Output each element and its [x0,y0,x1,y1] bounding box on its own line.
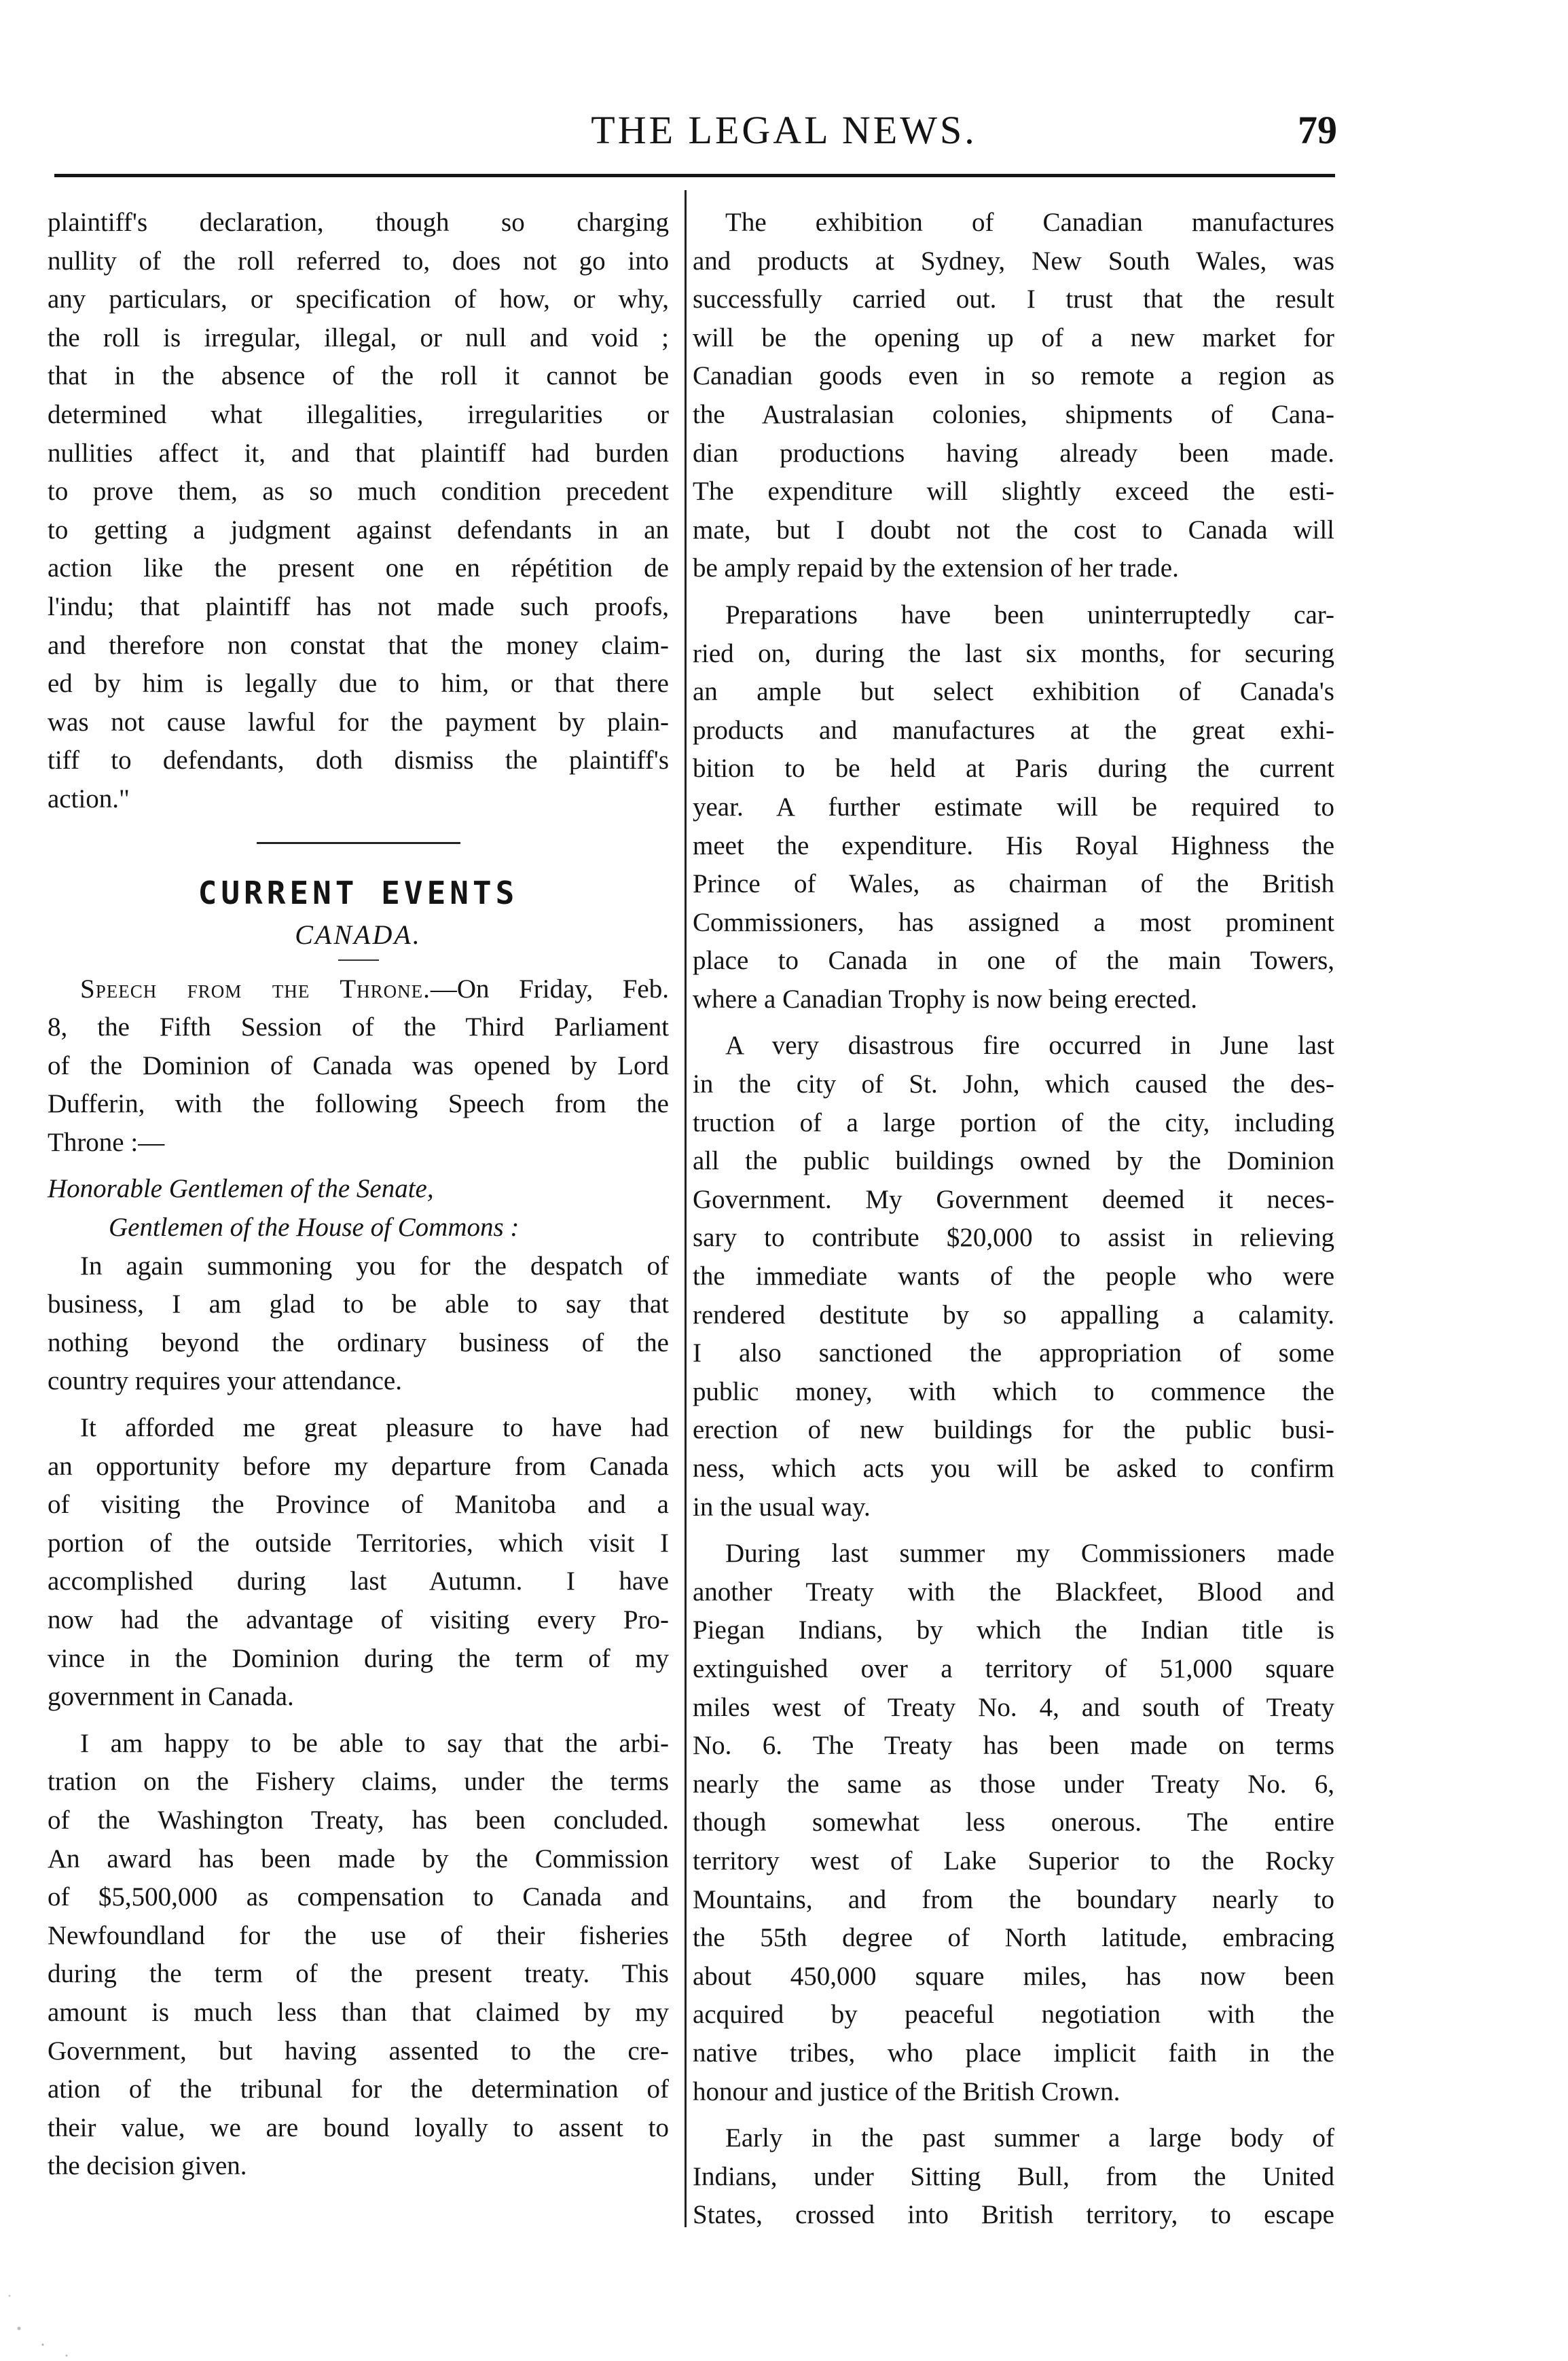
text-line: of the Washington Treaty, has been concluded. [48,1805,669,1835]
text-line: rendered destitute by so appalling a calamity. [693,1300,1334,1330]
text-line: Government. My Government deemed it neces- [693,1184,1334,1214]
continued-paragraph [48,204,669,819]
subsection-rule [338,959,379,961]
text-line: in the usual way. [693,1492,871,1522]
header-rule [54,174,1335,177]
paragraph [48,1725,669,2186]
text-line: will be the opening up of a new market for [693,323,1334,352]
text-line: Commissioners, has assigned a most prominent [693,907,1334,937]
paragraph [693,2119,1334,2235]
page-speckle [0,2252,95,2361]
text-line: sary to contribute $20,000 to assist in relieving [693,1223,1334,1253]
text-line: year. A further estimate will be required to [693,792,1334,822]
text-line: During last summer my Commissioners made [725,1539,1334,1569]
text-line: ried on, during the last six months, for securing [693,638,1334,668]
text-line: in the city of St. John, which caused the des- [693,1069,1334,1099]
text-line: native tribes, who place implicit faith in the [693,2038,1334,2068]
paragraph [693,1535,1334,2111]
text-line: Canadian goods even in so remote a region as [693,361,1334,391]
text-line: country requires your attendance. [48,1366,402,1396]
text-line: government in Canada. [48,1682,294,1712]
text-line: Prince of Wales, as chairman of the British [693,869,1334,899]
page-number: 79 [1298,108,1337,152]
text-line: public money, with which to commence the [693,1376,1334,1406]
text-line: extinguished over a territory of 51,000 square [693,1653,1334,1683]
text-line: and therefore non constat that the money claim- [48,630,669,660]
salutation-senate: Honorable Gentlemen of the Senate, [48,1174,434,1204]
text-line: any particulars, or specification of how, or why, [48,285,669,314]
text-line: an opportunity before my departure from Canada [48,1451,669,1481]
text-line: to getting a judgment against defendants in an [48,515,669,545]
text-line: the 55th degree of North latitude, embracing [693,1923,1334,1953]
text-line: of visiting the Province of Manitoba and a [48,1490,669,1520]
text-line: Piegan Indians, by which the Indian title is [693,1615,1334,1645]
paragraph [48,1247,669,1401]
paragraph [693,204,1334,588]
text-line: dian productions having already been made. [693,438,1334,468]
text-line: vince in the Dominion during the term of my [48,1643,669,1673]
salutation-commons: Gentlemen of the House of Commons : [109,1213,519,1243]
text-line: States, crossed into British territory, to escape [693,2200,1334,2230]
text-line: the Australasian colonies, shipments of Cana- [693,399,1334,429]
paragraph [693,1027,1334,1526]
text-line: mate, but I doubt not the cost to Canada will [693,515,1334,545]
subsection-title: CANADA. [295,919,422,950]
text-line: of $5,500,000 as compensation to Canada and [48,1882,669,1912]
text-line: accomplished during last Autumn. I have [48,1567,669,1596]
text-line: was not cause lawful for the payment by plain- [48,707,669,737]
text-line: nothing beyond the ordinary business of the [48,1328,669,1357]
text-line: ed by him is legally due to him, or that there [48,669,669,699]
text-line: territory west of Lake Superior to the Rocky [693,1846,1334,1875]
text-line: action like the present one en répétition de [48,553,669,583]
text-line: miles west of Treaty No. 4, and south of Treaty [693,1692,1334,1722]
text-line: though somewhat less onerous. The entire [693,1808,1334,1837]
text-line: A very disastrous fire occurred in June last [725,1031,1334,1061]
text-line: now had the advantage of visiting every Pro- [48,1605,669,1634]
text-line: successfully carried out. I trust that the result [693,285,1334,314]
text-line: amount is much less than that claimed by my [48,1997,669,2027]
speech-intro [48,970,669,1163]
text-line: all the public buildings owned by the Dominion [693,1146,1334,1176]
speech-intro-line: Throne :— [48,1127,165,1157]
text-line: Newfoundland for the use of their fisheries [48,1920,669,1950]
text-line: the immediate wants of the people who were [693,1262,1334,1292]
text-line: action." [48,784,130,813]
text-line: portion of the outside Territories, which visit I [48,1528,669,1558]
text-line: No. 6. The Treaty has been made on terms [693,1731,1334,1761]
text-line: their value, we are bound loyally to assent to [48,2112,669,2142]
text-line: acquired by peaceful negotiation with the [693,2000,1334,2030]
text-line: and products at Sydney, New South Wales, was [693,246,1334,276]
left-column [48,204,669,2186]
text-line: The exhibition of Canadian manufactures [725,208,1334,237]
speech-intro-line: of the Dominion of Canada was opened by Lord [48,1050,669,1080]
text-line: Preparations have been uninterruptedly car- [725,600,1334,629]
section-title: CURRENT EVENTS [198,874,519,911]
text-line: An award has been made by the Commission [48,1844,669,1873]
speech-intro-line: Speech from the Throne.—On Friday, Feb. [80,974,669,1004]
text-line: ness, which acts you will be asked to confirm [693,1454,1334,1483]
text-line: during the term of the present treaty. This [48,1959,669,1989]
text-line: to prove them, as so much condition precedent [48,477,669,507]
text-line: place to Canada in one of the main Towers, [693,946,1334,976]
text-line: that in the absence of the roll it cannot be [48,361,669,391]
text-line: tiff to defendants, doth dismiss the plaintiff's [48,746,669,775]
text-line: ation of the tribunal for the determination of [48,2074,669,2104]
text-line: business, I am glad to be able to say that [48,1289,669,1319]
text-line: plaintiff's declaration, though so charging [48,208,669,237]
text-line: Indians, under Sitting Bull, from the United [693,2161,1334,2191]
text-line: another Treaty with the Blackfeet, Blood and [693,1577,1334,1607]
text-line: The expenditure will slightly exceed the esti- [693,477,1334,507]
text-line: be amply repaid by the extension of her trade. [693,553,1179,583]
text-line: honour and justice of the British Crown. [693,2076,1120,2106]
text-line: where a Canadian Trophy is now being erected. [693,984,1197,1014]
text-line: products and manufactures at the great exhi- [693,715,1334,745]
right-column [693,204,1334,2235]
speech-intro-heading: Speech from the Throne. [80,974,431,1004]
paragraph [48,1409,669,1717]
text-line: Mountains, and from the boundary nearly to [693,1884,1334,1914]
speech-paragraphs-continued [693,204,1334,2235]
text-line: truction of a large portion of the city, including [693,1108,1334,1137]
section-divider [257,842,460,844]
text-line: about 450,000 square miles, has now been [693,1961,1334,1991]
text-line: Government, but having assented to the cre- [48,2036,669,2066]
text-line: It afforded me great pleasure to have had [80,1413,669,1443]
text-line: determined what illegalities, irregularities or [48,399,669,429]
text-line: Early in the past summer a large body of [725,2123,1334,2153]
text-line: bition to be held at Paris during the current [693,754,1334,784]
text-line: the roll is irregular, illegal, or null and void ; [48,323,669,352]
text-line: an ample but select exhibition of Canada's [693,677,1334,707]
speech-intro-line: Dufferin, with the following Speech from the [48,1089,669,1119]
speech-paragraphs [48,1247,669,2186]
speech-intro-line: 8, the Fifth Session of the Third Parliament [48,1012,669,1042]
paragraph [693,596,1334,1019]
running-header-title: THE LEGAL NEWS. [591,108,977,152]
text-line: the decision given. [48,2151,247,2181]
text-line: erection of new buildings for the public busi- [693,1415,1334,1445]
text-line: nullities affect it, and that plaintiff had burden [48,438,669,468]
text-line: I am happy to be able to say that the arbi- [80,1728,669,1758]
column-divider [685,190,687,2227]
text-line: nullity of the roll referred to, does not go into [48,246,669,276]
text-line: In again summoning you for the despatch of [80,1251,669,1281]
text-line: nearly the same as those under Treaty No. 6, [693,1769,1334,1799]
text-line: l'indu; that plaintiff has not made such proofs, [48,591,669,621]
text-line: meet the expenditure. His Royal Highness the [693,830,1334,860]
text-line: tration on the Fishery claims, under the terms [48,1767,669,1797]
text-line: I also sanctioned the appropriation of some [693,1338,1334,1368]
